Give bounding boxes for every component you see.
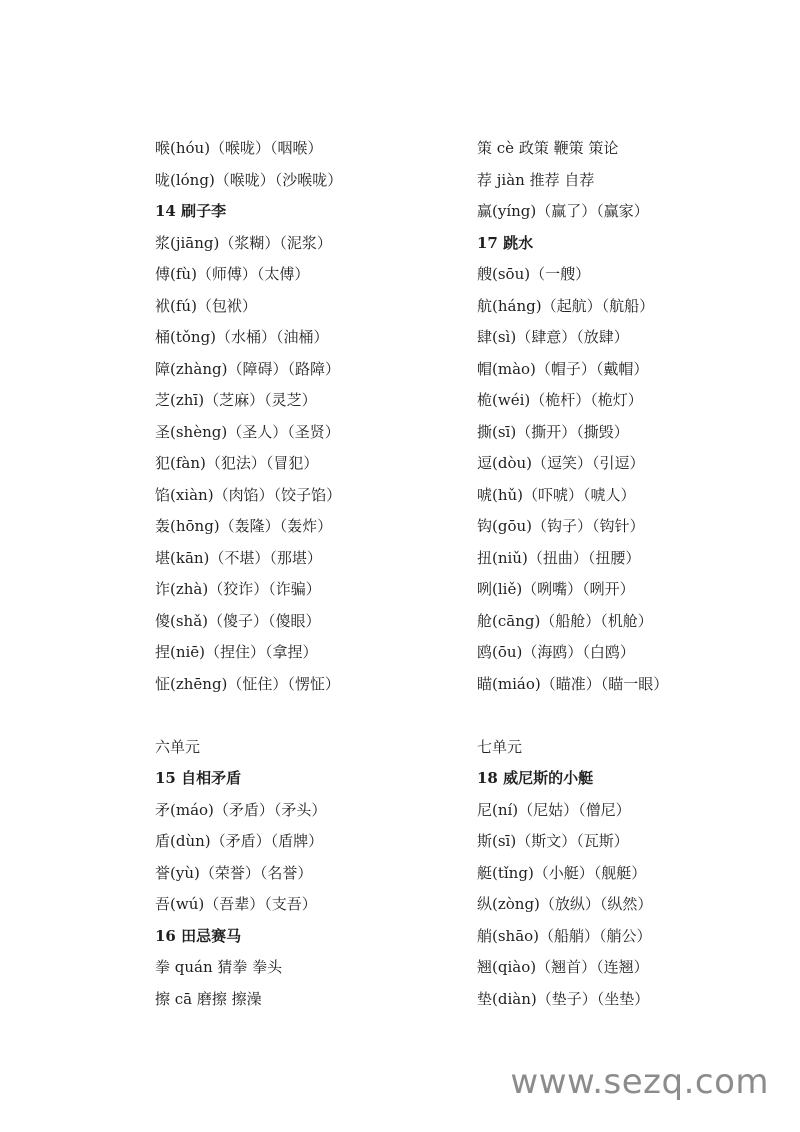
section-gap [155, 700, 455, 732]
lesson-heading: 14 刷子李 [155, 202, 227, 220]
vocab-line: 犯(fàn)（犯法）（冒犯） [155, 454, 319, 472]
lesson-heading: 18 威尼斯的小艇 [477, 769, 594, 787]
vocab-line: 拳 quán 猜拳 拳头 [155, 958, 283, 976]
vocab-line: 瞄(miáo)（瞄准）（瞄一眼） [477, 674, 669, 693]
vocab-line: 艇(tǐng)（小艇）（舰艇） [477, 863, 647, 882]
vocab-line: 舱(cāng)（船舱）（机舱） [477, 611, 653, 630]
right-column [477, 133, 777, 1015]
vocab-line: 芝(zhī)（芝麻）（灵芝） [155, 391, 317, 409]
left-column [155, 133, 455, 1015]
vocab-line: 擦 cā 磨擦 擦澡 [155, 989, 262, 1008]
vocab-line: 诈(zhà)（狡诈）（诈骗） [155, 580, 321, 598]
vocab-line: 圣(shèng)（圣人）（圣贤） [155, 422, 340, 441]
vocab-line: 尼(ní)（尼姑）（僧尼） [477, 800, 631, 819]
vocab-line: 袱(fú)（包袱） [155, 296, 257, 315]
vocab-line: 赢(yíng)（赢了）（赢家） [477, 202, 649, 220]
vocab-line: 纵(zòng)（放纵）（纵然） [477, 895, 653, 913]
lesson-heading: 17 跳水 [477, 233, 534, 252]
vocab-line: 傅(fù)（师傅）（太傅） [155, 265, 310, 283]
vocab-line: 堪(kān)（不堪）（那堪） [155, 548, 322, 567]
vocab-line: 桅(wéi)（桅杆）（桅灯） [477, 391, 643, 409]
vocab-line: 障(zhàng)（障碍）（路障） [155, 359, 340, 378]
watermark: www.sezq.com [510, 1062, 769, 1102]
vocab-line: 策 cè 政策 鞭策 策论 [477, 139, 619, 157]
vocab-line: 钩(gōu)（钩子）（钩针） [477, 517, 645, 535]
vocab-line: 矛(máo)（矛盾）（矛头） [155, 800, 327, 819]
vocab-line: 鸥(ōu)（海鸥）（白鸥） [477, 643, 635, 661]
vocab-line: 捏(niē)（捏住）（拿捏） [155, 643, 318, 661]
section-gap [477, 700, 777, 732]
vocab-line: 艄(shāo)（船艄）（艄公） [477, 926, 652, 945]
lesson-heading: 16 田忌赛马 [155, 926, 242, 945]
vocab-line: 肆(sì)（肆意）（放肆） [477, 328, 629, 346]
vocab-line: 浆(jiāng)（浆糊）（泥浆） [155, 233, 332, 252]
vocab-line: 航(háng)（起航）（航船） [477, 296, 655, 315]
vocab-line: 垫(diàn)（垫子）（坐垫） [477, 989, 650, 1008]
unit-heading: 七单元 [477, 737, 523, 756]
vocab-line: 咙(lóng)（喉咙）（沙喉咙） [155, 170, 343, 189]
vocab-line: 傻(shǎ)（傻子）（傻眼） [155, 611, 321, 630]
vocab-line: 唬(hǔ)（吓唬）（唬人） [477, 485, 636, 504]
vocab-line: 扭(niǔ)（扭曲）（扭腰） [477, 548, 641, 567]
vocab-line: 艘(sōu)（一艘） [477, 265, 591, 283]
vocab-line: 帽(mào)（帽子）（戴帽） [477, 359, 649, 378]
vocab-line: 斯(sī)（斯文）（瓦斯） [477, 832, 629, 850]
vocab-line: 逗(dòu)（逗笑）（引逗） [477, 454, 645, 472]
vocab-line: 咧(liě)（咧嘴）（咧开） [477, 580, 635, 598]
vocab-line: 翘(qiào)（翘首）（连翘） [477, 958, 649, 976]
vocab-line: 喉(hóu)（喉咙）（咽喉） [155, 139, 323, 157]
vocab-line: 吾(wú)（吾辈）（支吾） [155, 895, 317, 913]
vocab-line: 荐 jiàn 推荐 自荐 [477, 170, 595, 189]
vocab-line: 撕(sī)（撕开）（撕毁） [477, 422, 629, 441]
vocab-line: 馅(xiàn)（肉馅）（饺子馅） [155, 485, 342, 504]
vocab-line: 怔(zhēng)（怔住）（愣怔） [155, 674, 340, 693]
vocab-line: 轰(hōng)（轰隆）（轰炸） [155, 517, 333, 535]
unit-heading: 六单元 [155, 737, 201, 756]
vocab-line: 桶(tǒng)（水桶）（油桶） [155, 328, 329, 346]
lesson-heading: 15 自相矛盾 [155, 769, 242, 787]
vocab-line: 誉(yù)（荣誉）（名誉） [155, 863, 313, 882]
vocab-line: 盾(dùn)（矛盾）（盾牌） [155, 832, 324, 850]
